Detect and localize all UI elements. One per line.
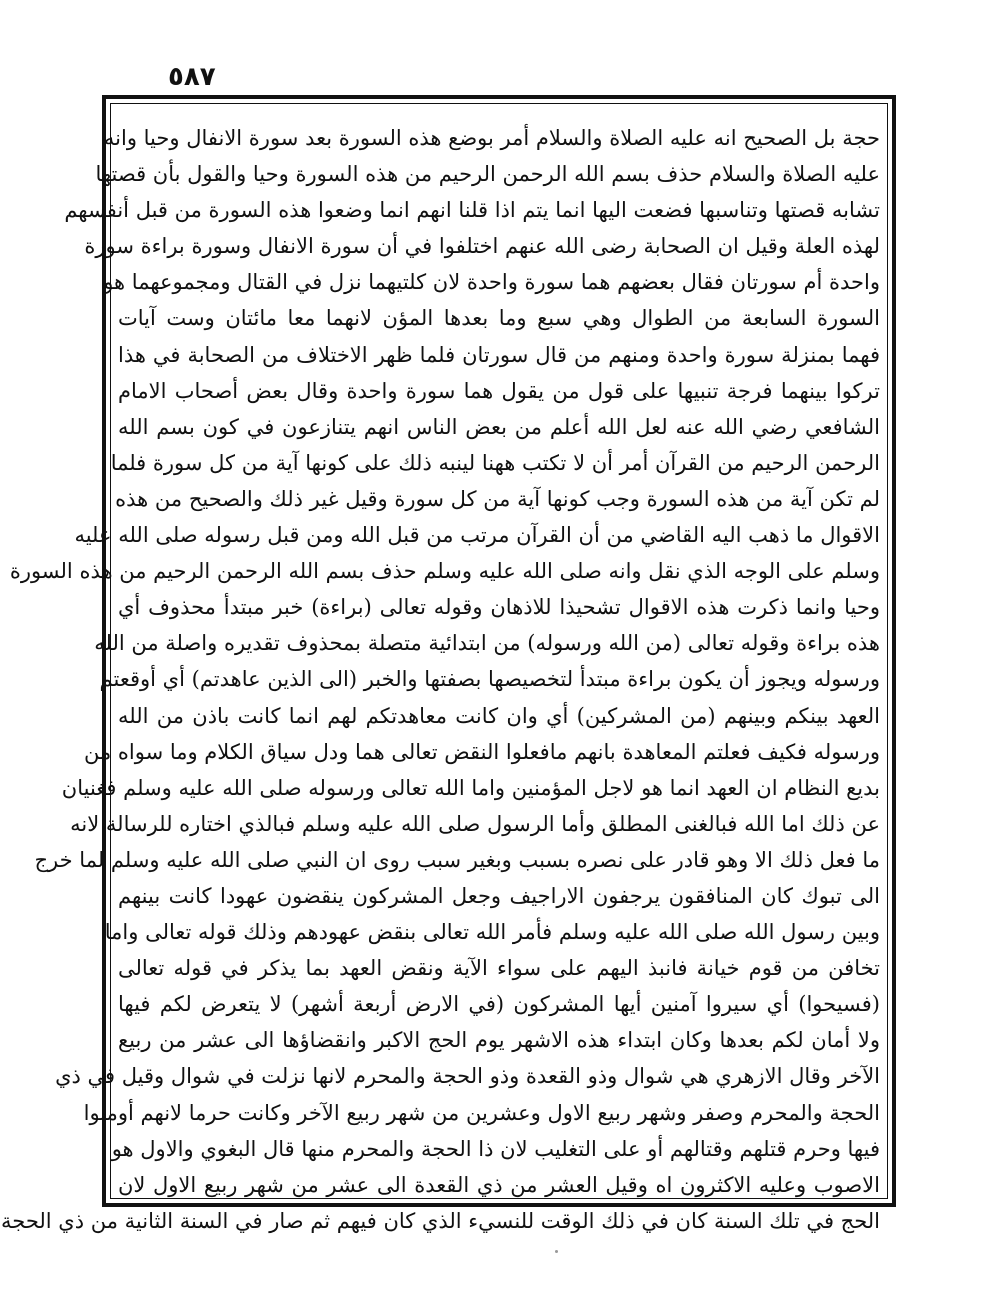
text-line: ورسوله فكيف فعلتم المعاهدة بانهم مافعلوا النقض تعالى هما ودل سياق الكلام وما سواه من (83, 739, 880, 764)
text-line: ورسوله ويجوز أن يكون براءة مبتدأ لتخصيصها بصفتها والخبر (الى الذين عاهدتم) أي أوقعتم (99, 667, 880, 692)
text-line: هذه براءة وقوله تعالى (من الله ورسوله) من ابتدائية متصلة بمحذوف تقديره واصلة من الله (94, 631, 880, 656)
text-line: ما فعل ذلك الا وهو قادر على نصره بسبب وبغير سبب روى ان النبي صلى الله عليه وسلم لما خرج (34, 847, 880, 872)
text-line: الآخر وقال الازهري هي شوال وذو القعدة وذو الحجة والمحرم لانها نزلت في شوال وقيل في ذي (55, 1064, 880, 1089)
text-line: الرحمن الرحيم من القرآن أمر أن لا تكتب ههنا لينبه ذلك على كونها آية من كل سورة فلما (110, 450, 880, 475)
text-line: تركوا بينهما فرجة تنبيها على قول من يقول هما سورة واحدة وقال بعض أصحاب الامام (118, 378, 880, 403)
page-number: ٥٨٧ (168, 62, 216, 92)
text-line: فهما بمنزلة سورة واحدة ومنهم من قال سورتان فلما ظهر الاختلاف من الصحابة في هذا (118, 342, 880, 367)
text-line: الاقوال ما ذهب اليه القاضي من أن القرآن مرتب من قبل الله ومن قبل رسوله صلى الله عليه (74, 523, 880, 548)
text-line: السورة السابعة من الطوال وهي سبع وما بعدها المؤن لانهما معا مائتان وست آيات (118, 306, 880, 331)
text-line: عليه الصلاة والسلام حذف بسم الله الرحمن الرحيم من هذه السورة وحيا والقول بأن قصتها (95, 162, 880, 187)
text-line: لم تكن آية من هذه السورة وجب كونها آية من كل سورة وقيل غير ذلك والصحيح من هذه (115, 486, 880, 511)
text-line: الشافعي رضي الله عنه لعل الله أعلم من بعض الناس انهم يتنازعون في كون بسم الله (118, 414, 880, 439)
text-line: لهذه العلة وقيل ان الصحابة رضى الله عنهم اختلفوا في أن سورة الانفال وسورة براءة سورة (84, 234, 880, 259)
text-line: فيها وحرم قتلهم وقتالهم أو على التغليب لان ذا الحجة والمحرم منها قال البغوي والاول هو (111, 1136, 880, 1161)
text-line: الاصوب وعليه الاكثرون اه وقيل العشر من ذي القعدة الى عشر من شهر ربيع الاول لان (118, 1172, 880, 1197)
text-line: العهد بينكم وبينهم (من المشركين) أي وان كانت معاهدتكم لهم انما كانت باذن من الله (118, 703, 880, 728)
scan-speck (555, 1250, 558, 1253)
text-line: واحدة أم سورتان فقال بعضهم هما سورة واحدة لان كلتيهما نزل في القتال ومجموعهما هو (103, 270, 880, 295)
text-line: وحيا وانما ذكرت هذه الاقوال تشحيذا للاذهان وقوله تعالى (براءة) خبر مبتدأ محذوف أي (118, 595, 880, 620)
text-line: (فسيحوا) أي سيروا آمنين أيها المشركون (في الارض أربعة أشهر) لا يتعرض لكم فيها (118, 992, 880, 1017)
text-line: عن ذلك اما الله فبالغنى المطلق وأما الرسول صلى الله عليه وسلم فبالذي اختاره للرسالة لانه (70, 811, 880, 836)
text-line: حجة بل الصحيح انه عليه الصلاة والسلام أمر بوضع هذه السورة بعد سورة الانفال وحيا وانه (103, 126, 880, 150)
text-line: بديع النظام ان العهد انما هو لاجل المؤمنين واما الله تعالى ورسوله صلى الله عليه وسلم فغنيان (61, 775, 880, 800)
body-text (1, 120, 880, 1233)
text-line: الحج في تلك السنة كان في ذلك الوقت للنسيء الذي كان فيهم ثم صار في السنة الثانية من ذي الحجة (1, 1208, 880, 1233)
text-line: وسلم على الوجه الذي نقل وانه صلى الله عليه وسلم حذف بسم الله الرحمن الرحيم من هذه السورة (9, 559, 880, 584)
text-line: تشابه قصتها وتناسبها فضعت اليها انما يتم اذا قلنا انهم انما وضعوا هذه السورة من قبل أنفسهم (64, 198, 880, 223)
text-line: ولا أمان لكم بعدها وكان ابتداء هذه الاشهر يوم الحج الاكبر وانقضاؤها الى عشر من ربيع (118, 1028, 880, 1053)
text-line: الى تبوك كان المنافقون يرجفون الاراجيف وجعل المشركون ينقضون عهودا كانت بينهم (118, 883, 880, 908)
text-line: وبين رسول الله صلى الله عليه وسلم فأمر الله تعالى بنقض عهودهم وذلك قوله تعالى واما (104, 920, 880, 945)
text-line: الحجة والمحرم وصفر وشهر ربيع الاول وعشرين من شهر ربيع الآخر وكانت حرما لانهم أومنوا (83, 1100, 880, 1125)
text-line: تخافن من قوم خيانة فانبذ اليهم على سواء الآية ونقض العهد بما يذكر في قوله تعالى (118, 956, 880, 981)
